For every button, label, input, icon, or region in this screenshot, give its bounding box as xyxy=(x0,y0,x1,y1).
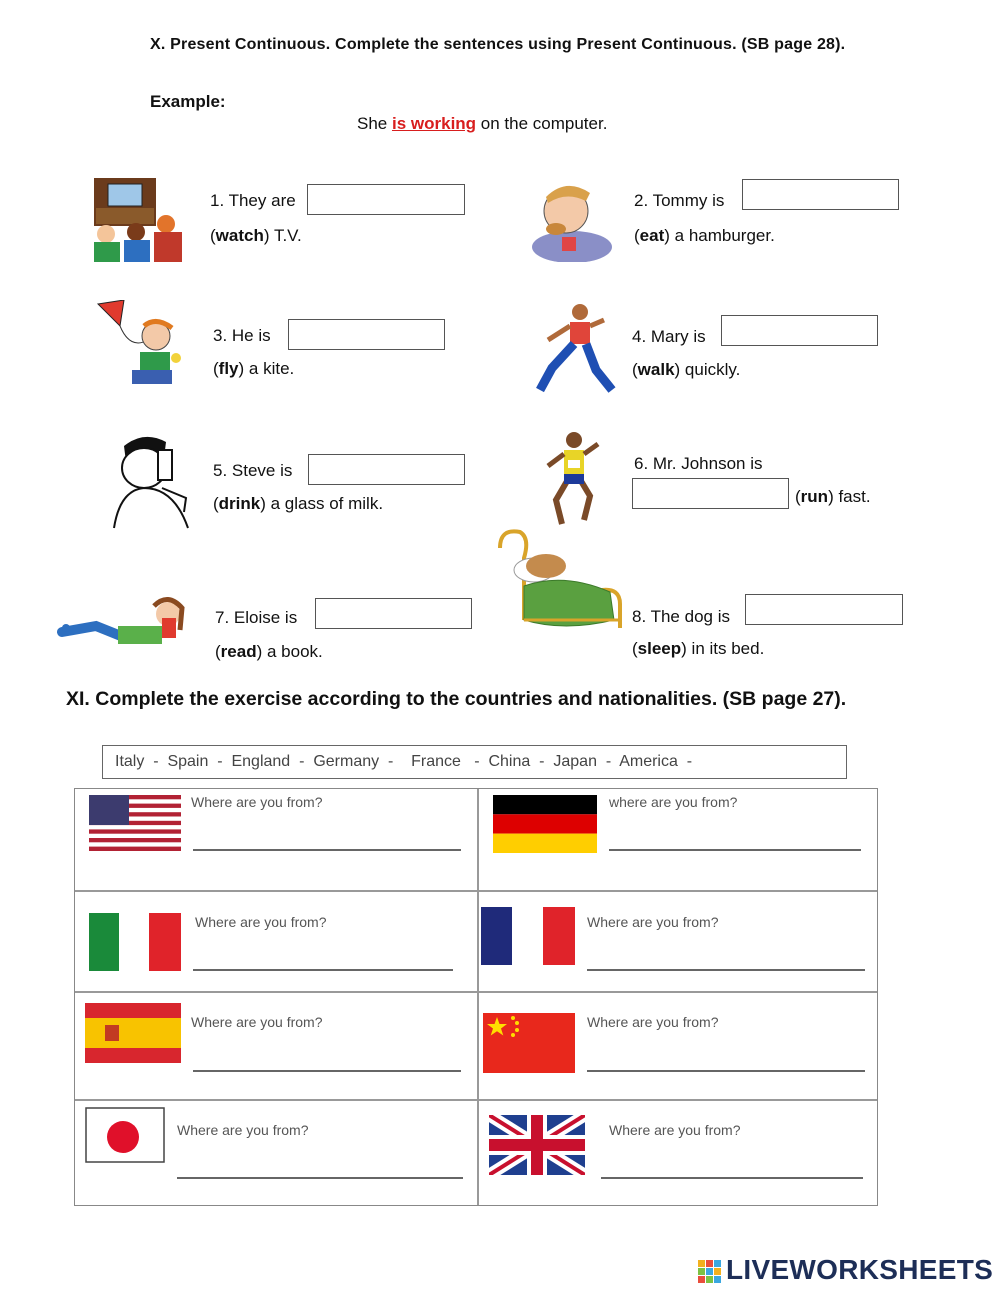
answer-line[interactable] xyxy=(601,1177,863,1179)
item-7-prompt: 7. Eloise is xyxy=(215,608,298,627)
item-2-verb-line: (eat) a hamburger. xyxy=(634,226,775,245)
woman-walking-illustration xyxy=(530,300,622,400)
item-4-rest: quickly. xyxy=(680,360,741,379)
item-3-verb-line: (fly) a kite. xyxy=(213,359,295,378)
item-7-verb: read xyxy=(220,642,257,661)
dog-sleeping-in-bed-illustration xyxy=(494,528,624,632)
item-5-rest: a glass of milk. xyxy=(265,494,384,513)
item-1-verb-line: (watch) T.V. xyxy=(210,226,302,245)
question-text: Where are you from? xyxy=(191,794,323,810)
item-4-verb: walk xyxy=(637,360,675,379)
item-6-verb-line: (run) fast. xyxy=(795,487,871,506)
question-text: Where are you from? xyxy=(177,1122,309,1138)
example-before: She xyxy=(357,114,392,133)
japan-flag-icon xyxy=(85,1107,165,1163)
item-8-prompt: 8. The dog is xyxy=(632,607,730,626)
usa-flag-icon xyxy=(89,795,181,851)
example-label: Example: xyxy=(150,92,226,111)
girl-reading-book-illustration xyxy=(56,592,188,664)
answer-line[interactable] xyxy=(587,1070,865,1072)
question-text: where are you from? xyxy=(609,794,738,810)
item-7-rest: a book. xyxy=(262,642,323,661)
item-4-prompt: 4. Mary is xyxy=(632,327,706,346)
word-bank: Italy - Spain - England - Germany - France - China - Japan - America - xyxy=(102,745,847,779)
boy-drinking-milk-illustration xyxy=(104,428,196,530)
example-after: on the computer. xyxy=(476,114,608,133)
grid-divider xyxy=(477,789,479,1205)
item-5-prompt: 5. Steve is xyxy=(213,461,293,480)
section-x-title: X. Present Continuous. Complete the sentences using Present Continuous. (SB page 28). xyxy=(150,36,846,53)
question-text: Where are you from? xyxy=(587,1014,719,1030)
item-4-answer-box[interactable] xyxy=(721,315,878,346)
item-7-verb-line: (read) a book. xyxy=(215,642,323,661)
china-flag-icon xyxy=(483,1013,575,1073)
question-text: Where are you from? xyxy=(587,914,719,930)
item-5-answer-box[interactable] xyxy=(308,454,465,485)
item-7-answer-box[interactable] xyxy=(315,598,472,629)
germany-flag-icon xyxy=(493,795,597,853)
item-2-rest: a hamburger. xyxy=(669,226,775,245)
item-8-rest: in its bed. xyxy=(686,639,765,658)
example-answer: is working xyxy=(391,114,477,133)
answer-line[interactable] xyxy=(193,849,461,851)
item-6-rest: fast. xyxy=(833,487,871,506)
section-xi-title: XI. Complete the exercise according to the countries and nationalities. (SB page 27). xyxy=(66,688,847,710)
spain-flag-icon xyxy=(85,1003,181,1063)
italy-flag-icon xyxy=(89,913,181,971)
item-3-prompt: 3. He is xyxy=(213,326,271,345)
item-3-rest: a kite. xyxy=(244,359,295,378)
item-8-verb: sleep xyxy=(637,639,682,658)
man-running-illustration xyxy=(540,430,602,528)
grid-divider xyxy=(75,890,877,892)
question-text: Where are you from? xyxy=(191,1014,323,1030)
item-6-answer-box[interactable] xyxy=(632,478,789,509)
uk-flag-icon xyxy=(489,1115,585,1175)
item-1-answer-box[interactable] xyxy=(307,184,465,215)
answer-line[interactable] xyxy=(193,969,453,971)
answer-line[interactable] xyxy=(193,1070,461,1072)
item-5-verb-line: (drink) a glass of milk. xyxy=(213,494,384,513)
item-6-verb: run xyxy=(800,487,829,506)
item-1-rest: T.V. xyxy=(269,226,302,245)
item-3-answer-box[interactable] xyxy=(288,319,445,350)
question-text: Where are you from? xyxy=(609,1122,741,1138)
france-flag-icon xyxy=(481,907,575,965)
item-3-verb: fly xyxy=(218,359,239,378)
flags-grid xyxy=(74,788,878,1206)
logo-text: LIVEWORKSHEETS xyxy=(726,1254,994,1285)
item-6-prompt: 6. Mr. Johnson is xyxy=(634,454,763,473)
family-watching-tv-illustration xyxy=(88,172,190,264)
liveworksheets-logo-icon xyxy=(698,1260,722,1284)
answer-line[interactable] xyxy=(177,1177,463,1179)
boy-flying-kite-illustration xyxy=(90,300,188,392)
item-2-verb: eat xyxy=(639,226,665,245)
answer-line[interactable] xyxy=(609,849,861,851)
item-2-prompt: 2. Tommy is xyxy=(634,191,725,210)
item-4-verb-line: (walk) quickly. xyxy=(632,360,741,379)
answer-line[interactable] xyxy=(587,969,865,971)
grid-divider xyxy=(75,1099,877,1101)
item-1-verb: watch xyxy=(215,226,264,245)
item-1-prompt: 1. They are xyxy=(210,191,296,210)
example-sentence xyxy=(357,114,607,134)
liveworksheets-logo[interactable] xyxy=(698,1254,993,1286)
item-8-answer-box[interactable] xyxy=(745,594,903,625)
boy-eating-hamburger-illustration xyxy=(526,177,614,262)
question-text: Where are you from? xyxy=(195,914,327,930)
item-8-verb-line: (sleep) in its bed. xyxy=(632,639,765,658)
grid-divider xyxy=(75,991,877,993)
item-5-verb: drink xyxy=(218,494,261,513)
item-2-answer-box[interactable] xyxy=(742,179,899,210)
